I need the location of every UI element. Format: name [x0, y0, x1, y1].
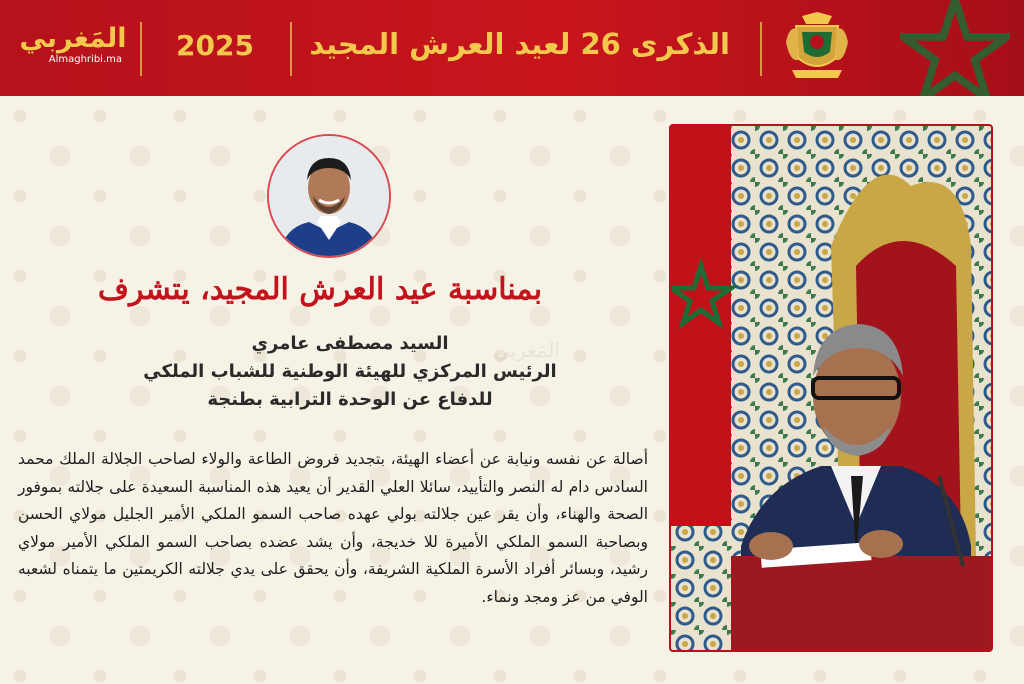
moroccan-star-icon	[900, 0, 1010, 96]
site-logo[interactable]	[18, 24, 128, 65]
honoree-block	[140, 330, 560, 414]
header-banner	[0, 0, 1024, 96]
royal-coat-of-arms-icon	[782, 12, 852, 84]
king-photo	[669, 124, 993, 652]
honoree-avatar	[267, 134, 391, 258]
honoree-title-line2: للدفاع عن الوحدة الترابية بطنجة	[207, 389, 493, 410]
header-separator	[760, 22, 762, 76]
page-title: الذكرى 26 لعيد العرش المجيد	[309, 27, 730, 61]
congratulation-message: أصالة عن نفسه ونيابة عن أعضاء الهيئة، بتجديد فروض الطاعة والولاء لصاحب الجلالة الملك محمد السادس دام له النصر والتأييد، سائلا العلي القدير أن يعيد هذه المناسبة السعيدة على جلالته بموفور الصحة والهناء، وأن يقر عين جلالته بولي عهده صاحب السمو الملكي الأمير الجليل مولاي الحسن وبصاحبة السمو الملكي الأميرة للا خديجة، وأن يشد عضده بصاحب السمو الملكي الأمير مولاي رشيد، وبسائر أفراد الأسرة الملكية الشريفة، وأن يحقق على يدي جلالته الكريمتين ما يتمناه لشعبه الوفي من عز ومجد ونماء.	[18, 450, 648, 606]
watermark: المَغربي	[493, 338, 560, 362]
header-separator	[140, 22, 142, 76]
logo-url: Almaghribi.ma	[48, 54, 122, 65]
honoree-title-line1: الرئيس المركزي للهيئة الوطنية للشباب الملكي	[143, 361, 557, 382]
year-label: 2025	[176, 29, 254, 62]
occasion-heading: بمناسبة عيد العرش المجيد، يتشرف	[97, 272, 543, 307]
header-separator	[290, 22, 292, 76]
honoree-name: السيد مصطفى عامري	[251, 333, 449, 354]
logo-text: المَغربي	[19, 23, 127, 54]
